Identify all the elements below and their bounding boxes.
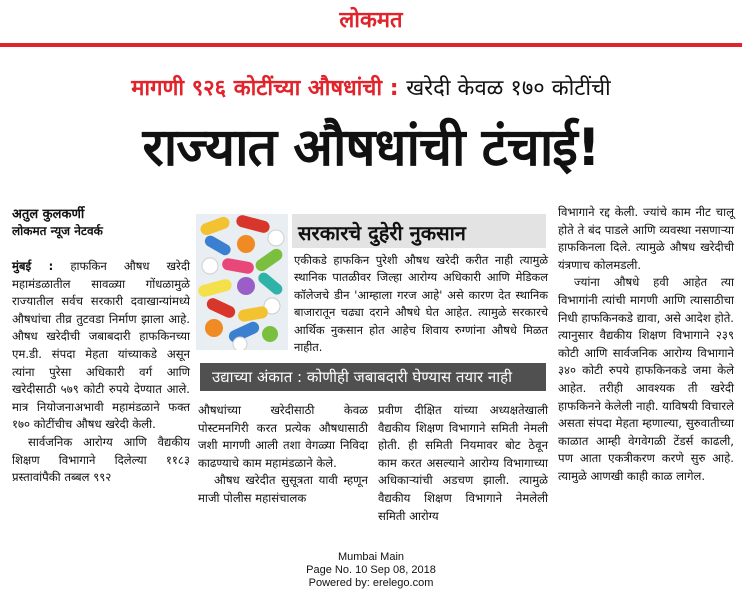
article-column-3 bbox=[378, 402, 548, 525]
sidebar-box-title: सरकारचे दुहेरी नुकसान bbox=[292, 214, 546, 248]
article-column-2 bbox=[198, 402, 368, 508]
byline-organization: लोकमत न्यूज नेटवर्क bbox=[12, 224, 103, 238]
footer-page-date: Page No. 10 Sep 08, 2018 bbox=[306, 564, 436, 576]
paragraph: ज्यांना औषधे हवी आहेत त्या विभागांनी त्यांची मागणी आणि त्यासाठीचा निधी हाफकिनकडे द्यावा, असे आदेश होते. त्यानुसार वैद्यकीय शिक्षण विभागाने २३९ कोटी आणि सार्वजनिक आरोग्य विभागाने ३४० कोटी रुपये हाफकिनकडे जमा केले आहेत. तरीही आवश्यक ती खरेदी हाफकिनने केलेली नाही. याविषयी विचारले असता संपदा मेहता म्हणाल्या, सुरुवातीच्या काळात आम्ही वेगवेगळी टेंडर्स काढली, पण आता एकत्रीकरण करणे सुरु आहे. त्यामुळे आणखी काही काळ लागेल. bbox=[558, 275, 734, 483]
byline-author: अतुल कुलकर्णी bbox=[12, 207, 85, 222]
paragraph bbox=[12, 258, 190, 434]
masthead bbox=[0, 0, 742, 36]
medicine-pills-photo bbox=[196, 214, 288, 350]
paragraph: औषध खरेदीत सुसूत्रता यावी म्हणून माजी पोलीस महासंचालक bbox=[198, 473, 368, 505]
page-footer bbox=[0, 551, 742, 590]
subheadline-purchase: खरेदी केवळ १७० कोटींची bbox=[406, 76, 611, 101]
footer-powered-by: Powered by: erelego.com bbox=[308, 577, 434, 589]
pills-illustration bbox=[196, 214, 288, 350]
next-issue-banner: उद्याच्या अंकात : कोणीही जबाबदारी घेण्यास तयार नाही bbox=[200, 363, 546, 391]
headline: राज्यात औषधांची टंचाई! bbox=[142, 118, 600, 178]
subheadline bbox=[0, 72, 742, 102]
paragraph: सार्वजनिक आरोग्य आणि वैद्यकीय शिक्षण विभागाने दिलेल्या ११८३ प्रस्तावांपैकी तब्बल ९९२ bbox=[12, 434, 190, 485]
article-column-1 bbox=[12, 258, 190, 487]
article-column-4 bbox=[558, 204, 734, 486]
lokmat-logo: लोकमत bbox=[339, 8, 403, 33]
paragraph: विभागाने रद्द केली. ज्यांचे काम नीट चालू होते ते बंद पाडले आणि व्यवस्था नसणाऱ्या हाफकिनला दिले. त्यामुळे औषध खरेदीची यंत्रणाच कोलमडली. bbox=[558, 205, 734, 272]
footer-edition: Mumbai Main bbox=[337, 551, 405, 563]
sidebar-box-text: एकीकडे हाफकिन पुरेशी औषध खरेदी करीत नाही त्यामुळे स्थानिक पातळीवर जिल्हा आरोग्य अधिकारी आणि मेडिकल कॉलेजचे डीन 'आम्हाला गरज आहे' असे कारण देत स्थानिक बाजारातून चढ्या दराने औषधे घेत आहेत. त्यामुळे सरकारचे आर्थिक नुकसान होत आहेच शिवाय रुग्णांना औषधे मिळत नाहीत. bbox=[294, 253, 548, 355]
paragraph-text: हाफकिन औषध खरेदी महामंडळातील सावळ्या गोंधळामुळे राज्यातील सर्वच सरकारी दवाखान्यांमध्ये औषधांचा तीव्र तुटवडा निर्माण झाला आहे. औषध खरेदीची जबाबदारी हाफकिनच्या एम.डी. संपदा मेहता यांच्याकडे असून त्यांना पुरेसा अधिकारी वर्ग आणि खरेदीसाठी ५७९ कोटी रुपये देण्यात आले. मात्र नियोजनाअभावी महामंडळाने फक्त १७० कोटींचीच औषध खरेदी केली. bbox=[12, 259, 190, 432]
masthead-divider bbox=[0, 43, 742, 47]
dateline: मुंबई : bbox=[12, 259, 54, 273]
paragraph: औषधांच्या खरेदीसाठी केवळ पोस्टमनगिरी करत प्रत्येक औषधासाठी जशी मागणी आली तशा वेगळ्या निविदा काढण्याचे काम महामंडळाने केले. bbox=[198, 403, 368, 470]
paragraph: प्रवीण दीक्षित यांच्या अध्यक्षतेखाली वैद्यकीय शिक्षण विभागाने समिती नेमली होती. ही समिती नियमावर बोट ठेवून काम करत असल्याने आरोग्य विभागाच्या अधिकाऱ्यांची अडचण झाली. त्यामुळे वैद्यकीय शिक्षण विभागाने नेमलेली समिती आरोग्य bbox=[378, 403, 548, 523]
subheadline-demand: मागणी ९२६ कोटींच्या औषधांची : bbox=[131, 76, 399, 101]
